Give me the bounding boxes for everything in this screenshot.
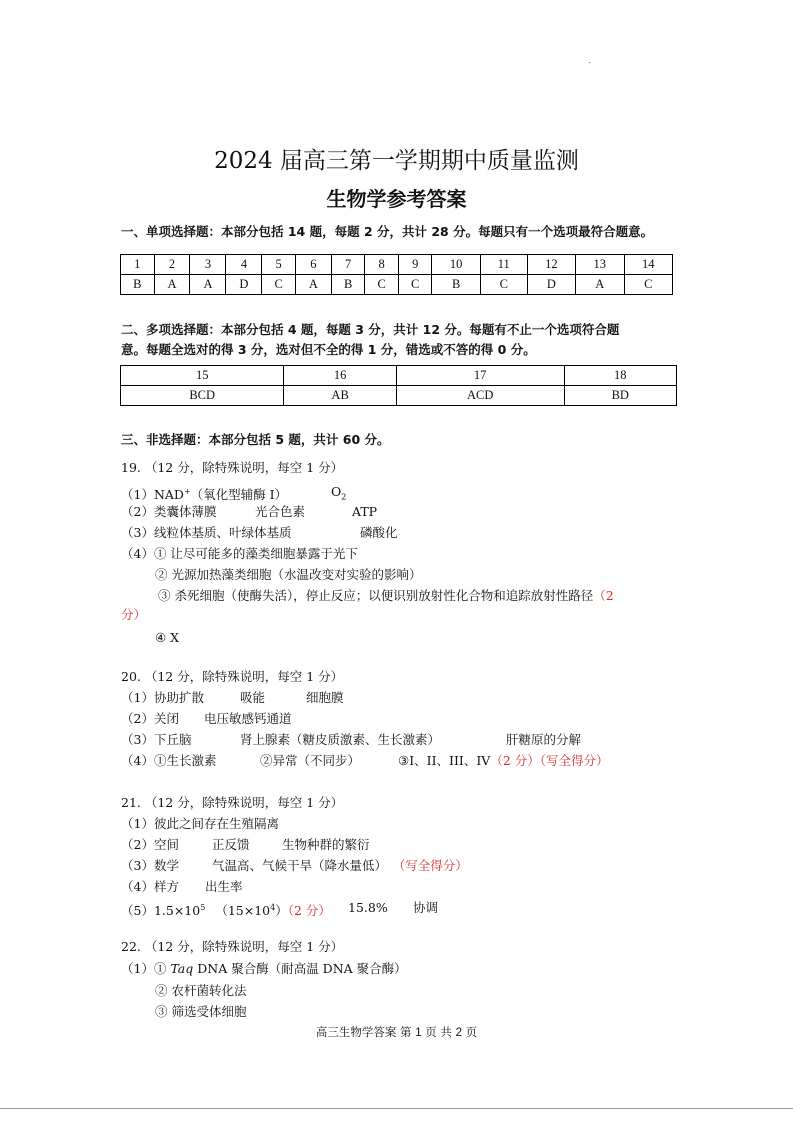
answer-cell: A xyxy=(154,275,190,295)
answer-cell: B xyxy=(121,275,155,295)
section3-heading: 三、非选择题：本部分包括 5 题，共计 60 分。 xyxy=(121,432,390,447)
table-row-numbers xyxy=(121,255,673,275)
answer-cell: AB xyxy=(284,386,396,406)
q20-answer-3b: 肾上腺素（糖皮质激素、生长激素） xyxy=(240,732,441,747)
question-number-cell: 1 xyxy=(121,255,155,275)
multiple-choice-table xyxy=(120,365,677,406)
q21-heading: 21. （12 分，除特殊说明，每空 1 分） xyxy=(121,795,344,810)
answer-cell: D xyxy=(527,275,575,295)
q20-answer-1b: 吸能 xyxy=(240,690,266,705)
q22-heading: 22. （12 分，除特殊说明，每空 1 分） xyxy=(121,939,344,954)
answer-cell: B xyxy=(432,275,480,295)
answer-cell: C xyxy=(262,275,296,295)
q21-answer-3a: （3）数学 xyxy=(121,858,179,873)
q19-answer-2a: （2）类囊体薄膜 xyxy=(121,504,217,519)
q19-answer-4-3-score: 分） xyxy=(121,607,147,622)
q21-answer-2b: 正反馈 xyxy=(212,837,250,852)
question-number-cell: 12 xyxy=(527,255,575,275)
q20-answer-2a: （2）关闭 xyxy=(121,711,179,726)
answer-cell: B xyxy=(331,275,365,295)
section2-heading-line2: 意。每题全选对的得 3 分，选对但不全的得 1 分，错选或不答的得 0 分。 xyxy=(121,342,536,357)
question-number-cell: 14 xyxy=(624,255,672,275)
q21-answer-4a: （4）样方 xyxy=(121,879,179,894)
answer-cell: ACD xyxy=(396,386,564,406)
q19-answer-3a: （3）线粒体基质、叶绿体基质 xyxy=(121,525,292,540)
page-footer: 高三生物学答案 第 1 页 共 2 页 xyxy=(315,1025,478,1039)
question-number-cell: 13 xyxy=(576,255,624,275)
page-total: 2 xyxy=(455,1027,462,1039)
q19-answer-1-o2: $O_2$ xyxy=(331,484,347,502)
question-number-cell: 16 xyxy=(284,366,396,386)
question-number-cell: 9 xyxy=(398,255,432,275)
question-number-cell: 4 xyxy=(226,255,262,275)
q20-answer-3a: （3）下丘脑 xyxy=(121,732,192,747)
question-number-cell: 15 xyxy=(121,366,284,386)
q20-heading: 20. （12 分，除特殊说明，每空 1 分） xyxy=(121,669,344,684)
answer-cell: C xyxy=(365,275,399,295)
q19-answer-2c: ATP xyxy=(352,504,378,519)
q21-answer-4b: 出生率 xyxy=(205,879,243,894)
question-number-cell: 6 xyxy=(295,255,331,275)
answer-cell: C xyxy=(624,275,672,295)
answer-cell: C xyxy=(398,275,432,295)
answer-cell: A xyxy=(295,275,331,295)
answer-cell: D xyxy=(226,275,262,295)
question-number-cell: 18 xyxy=(564,366,676,386)
q22-answer-1-1: （1）① Taq DNA 聚合酶（耐高温 DNA 聚合酶） xyxy=(121,961,407,976)
page-subtitle: 生物学参考答案 xyxy=(326,187,467,211)
question-number-cell: 3 xyxy=(190,255,226,275)
question-number-cell: 17 xyxy=(396,366,564,386)
q19-answer-1: （1）NAD+（氧化型辅酶 I） xyxy=(121,487,288,503)
q21-answer-2c: 生物种群的繁衍 xyxy=(282,837,370,852)
page-title: 2024 届高三第一学期期中质量监测 xyxy=(214,148,579,174)
question-number-cell: 11 xyxy=(480,255,527,275)
section1-heading: 一、单项选择题：本部分包括 14 题，每题 2 分，共计 28 分。每题只有一个选项最符合题意。 xyxy=(121,224,654,239)
page-bottom-border xyxy=(0,1108,793,1109)
q22-answer-1-2: ② 农杆菌转化法 xyxy=(155,983,247,998)
table-row-answers xyxy=(121,275,673,295)
q20-answer-4a: （4）①生长激素 xyxy=(121,753,217,768)
single-choice-table xyxy=(120,254,673,295)
answer-cell: C xyxy=(480,275,527,295)
question-number-cell: 10 xyxy=(432,255,480,275)
q21-answer-2a: （2）空间 xyxy=(121,837,179,852)
answer-cell: BD xyxy=(564,386,676,406)
q21-answer-5d: 15.8% xyxy=(348,900,388,915)
answer-cell: A xyxy=(190,275,226,295)
section2-heading-line1: 二、多项选择题：本部分包括 4 题，每题 3 分，共计 12 分。每题有不止一个选项符合题 xyxy=(121,322,620,337)
answer-cell: A xyxy=(576,275,624,295)
q19-answer-2b: 光合色素 xyxy=(255,504,306,519)
q19-answer-4-2: ② 光源加热藻类细胞（水温改变对实验的影响） xyxy=(155,567,422,582)
q21-answer-5e: 协调 xyxy=(413,900,439,915)
q22-answer-1-3: ③ 筛选受体细胞 xyxy=(155,1004,247,1019)
q20-answer-3c: 肝糖原的分解 xyxy=(506,732,582,747)
q19-answer-3b: 磷酸化 xyxy=(360,525,398,540)
question-number-cell: 8 xyxy=(365,255,399,275)
question-number-cell: 5 xyxy=(262,255,296,275)
scan-dot xyxy=(589,62,590,63)
q20-answer-2b: 电压敏感钙通道 xyxy=(204,711,292,726)
q21-answer-5: $(5)1.5\times 10^5$ $(15\times 10^4)(2$ 分） xyxy=(121,903,331,919)
q21-answer-3b: 气温高、气候干旱（降水量低） （写全得分） xyxy=(212,858,468,873)
table-row-answers xyxy=(121,386,677,406)
answer-cell: BCD xyxy=(121,386,284,406)
q21-answer-1: （1）彼此之间存在生殖隔离 xyxy=(121,816,279,831)
q19-heading: 19. （12 分，除特殊说明，每空 1 分） xyxy=(121,460,344,475)
table-row-numbers xyxy=(121,366,677,386)
question-number-cell: 7 xyxy=(331,255,365,275)
q19-answer-4-1: （4）① 让尽可能多的藻类细胞暴露于光下 xyxy=(121,546,358,561)
page-number: 1 xyxy=(415,1027,422,1039)
q20-answer-1c: 细胞膜 xyxy=(306,690,344,705)
q20-answer-4b: ②异常（不同步） xyxy=(260,753,361,768)
q19-answer-4-4: ④ X xyxy=(155,630,180,645)
q20-answer-4c: ③I、II、III、IV（2 分）（写全得分） xyxy=(398,753,609,768)
question-number-cell: 2 xyxy=(154,255,190,275)
q19-answer-4-3: ③ 杀死细胞（使酶失活），停止反应；以便识别放射性化合物和追踪放射性路径（2 xyxy=(158,588,614,603)
q20-answer-1a: （1）协助扩散 xyxy=(121,690,204,705)
